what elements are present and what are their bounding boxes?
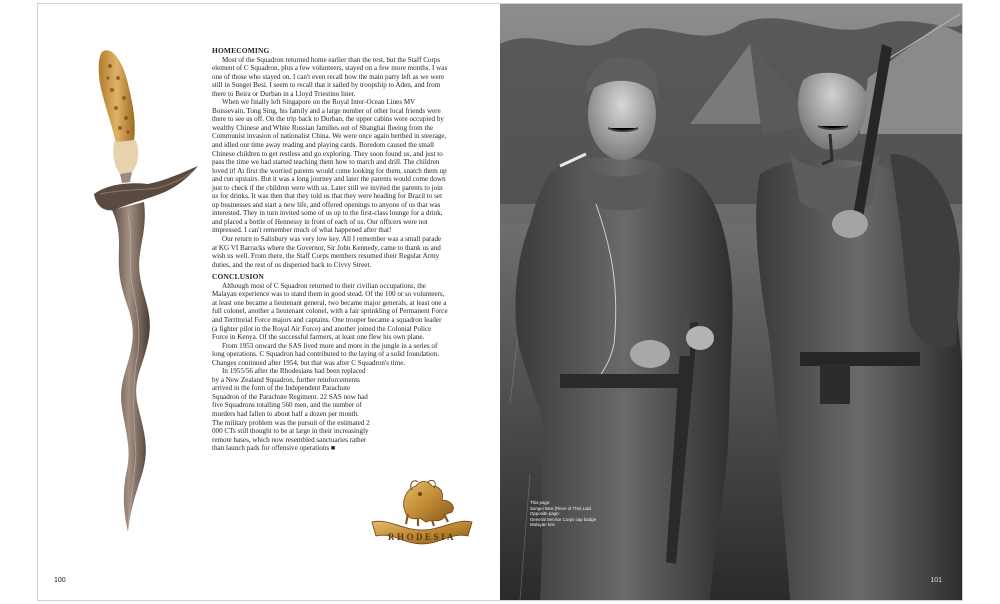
book-spread: [38, 4, 962, 600]
caption-line-4: General Service Corps cap badge: [530, 516, 597, 522]
page-number-right: 101: [930, 577, 942, 584]
conclusion-paragraph-1: Although most of C Squadron returned to their civilian occupations, the Malayan experience was to stand them in good stead. Of the 100 or so volunteers, at least one became a lieutenant general, two became major generals, at least one a full colonel, another a lieutenant colonel, with a fair sprinkling of Permanent Force and Territorial Force majors and captains. One trooper became a squadron leader (a fighter pilot in the Royal Air Force) and another joined the Colonial Police Force in Kenya. Of the successful farmers, at least one flew his own plane.: [212, 281, 448, 342]
page-number-left: 100: [54, 577, 66, 584]
rhodesia-cap-badge-illustration: [368, 470, 476, 550]
caption-line-2: Sungei Besi (River of The) Laid: [530, 505, 591, 511]
badge-motto: RHODESIA: [387, 532, 457, 542]
section-heading-conclusion: CONCLUSION: [212, 272, 265, 282]
section-heading-homecoming: HOMECOMING: [212, 46, 270, 55]
right-page-photograph: [500, 4, 962, 600]
caption-line-1: This page:: [530, 500, 551, 505]
article-text-column: [212, 47, 448, 453]
homecoming-paragraph-1: Most of the Squadron returned home earlier than the rest, but the Staff Corps element of C Squadron, plus a few volunteers, stayed on a few more months. I was one of those who stayed on. I can't even recall how the main party left as we were still in Sungei Besi. I seem to recall that it sailed by troopship to Aden, and from there to Beira or Durban in a Lloyd Triestino liner.: [212, 55, 448, 98]
kris-dagger-illustration: [88, 44, 198, 534]
caption-line-3: Opposite page:: [530, 511, 560, 517]
caption-line-5: Malayan kris: [530, 522, 555, 528]
homecoming-paragraph-2: When we finally left Singapore on the Royal Inter-Ocean Lines MV Boissevain, Tong Sing, his family and a large number of other local friends were there to see us off. On the trip back to Durban, the upper cabins were occupied by wealthy Chinese and White Russian families out of Shanghai fleeing from the Communist invasion of nationalist China. We were once again berthed in steerage, and idled our time away reading and playing cards. Boredom caused the small Chinese children to get restless and go exploring. They soon found us, and just to pass the time we had started teaching them how to march and drill. The children loved it! At first the worried parents would come looking for them, snatch them up and run upstairs. But it was a long journey and later the parents would come down just to check if the children were with us. Later still we invited the parents to join us for drinks. It was then that they told us that they were heading for Brazil to set up businesses and start a new life, and offered openings to anyone of us that was interested. They in turn invited some of us up to the first-class lounge for a drink, and placed a bottle of Hennessy in front of each of us. Our officers were not impressed. I can't remember much of what happened after that!: [212, 98, 447, 235]
conclusion-paragraph-3: In 1955/56 after the Rhodesians had been replaced by a New Zealand Squadron, further reinforcements arrived in the form of the Independent Parachute Squadron of the Parachute Regiment. 22 SAS now had five Squadrons totalling 560 men, and the number of murders had fallen to about half a dozen per month. The military problem was the pursuit of the estimated 2 000 CTs still thought to be at large in their increasingly remote bases, which now resembled sanctuaries rather than launch pads for offensive operations ■: [212, 367, 370, 453]
photo-caption: [530, 500, 620, 528]
homecoming-paragraph-3: Our return to Salisbury was very low key. All I remember was a small parade at KG VI Barracks where the Governor, Sir John Kennedy, came to thank us and wish us well. From there, the Staff Corps members resumed their Regular Army duties, and the rest of us dispersed back to Civvy Street.: [212, 235, 442, 269]
left-page: [38, 4, 500, 600]
conclusion-paragraph-2: From 1953 onward the SAS lived more and more in the jungle in a series of long operations. C Squadron had contributed to the laying of a solid foundation. Changes continued after 1954, but that was after C Squadron's time.: [212, 341, 439, 367]
